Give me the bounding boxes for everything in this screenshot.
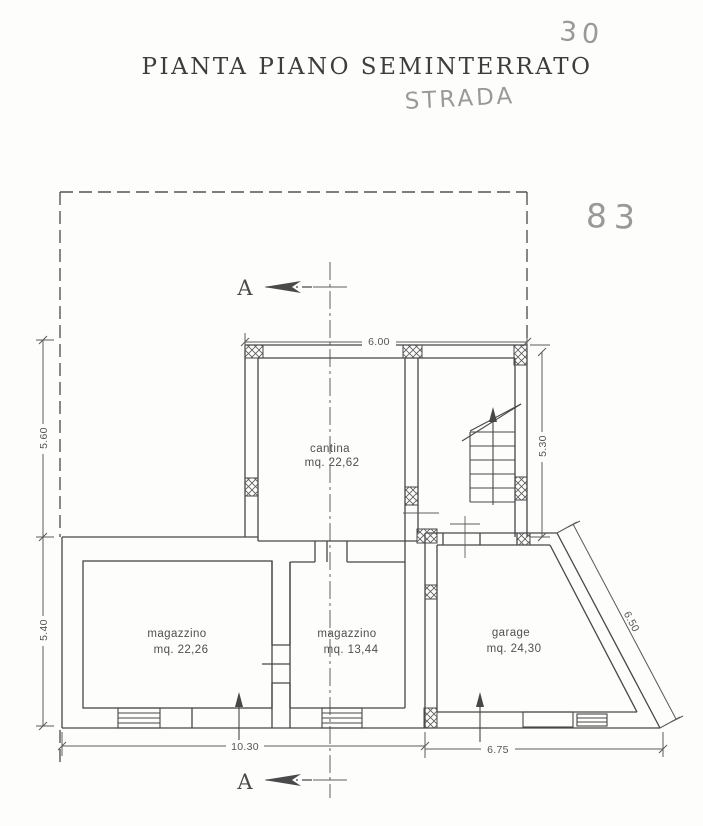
wall-pillars-hatched — [245, 345, 530, 728]
garage-door — [523, 712, 573, 727]
room-area-magazzino-2: mq. 13,44 — [323, 644, 379, 656]
room-labels — [147, 443, 541, 656]
dim-left-upper: 5.60 — [38, 427, 50, 449]
stair-direction-arrow-icon — [489, 407, 497, 422]
section-arrow-top-icon — [264, 281, 312, 293]
dim-left-lower: 5.40 — [38, 619, 50, 641]
property-boundary-line — [60, 192, 527, 762]
window-magazzino-1 — [118, 708, 160, 728]
room-area-cantina: mq. 22,62 — [304, 457, 360, 469]
room-area-magazzino-1: mq. 22,26 — [153, 644, 209, 656]
section-arrow-bottom-icon — [264, 774, 312, 786]
staircase — [462, 404, 521, 505]
centerline-marks — [403, 513, 480, 558]
entrance-arrow-magazzino-icon — [235, 692, 243, 742]
page-title: PIANTA PIANO SEMINTERRATO — [141, 54, 593, 80]
section-label-bottom: A — [237, 770, 253, 794]
room-name-magazzino-2: magazzino — [317, 628, 377, 640]
walls — [62, 345, 660, 728]
handwritten-sheet-number: 83 — [585, 196, 643, 237]
window-magazzino-2 — [322, 708, 362, 728]
dim-diagonal: 6.50 — [620, 609, 642, 635]
garage-window — [577, 714, 607, 726]
room-name-magazzino-1: magazzino — [147, 628, 207, 640]
dim-right-height: 5.30 — [537, 435, 549, 457]
room-area-garage: mq. 24,30 — [486, 643, 542, 655]
dim-bottom-right: 6.75 — [487, 744, 509, 756]
entrance-arrow-garage-icon — [476, 692, 484, 742]
handwritten-street-label: STRADA — [404, 83, 516, 115]
dim-bottom-left: 10.30 — [231, 741, 259, 753]
room-name-garage: garage — [491, 627, 531, 639]
dimension-lines — [36, 333, 683, 758]
dim-top-width: 6.00 — [368, 336, 390, 348]
room-name-cantina: cantina — [310, 443, 350, 455]
section-label-top: A — [237, 276, 253, 300]
handwritten-page-number: 30 — [558, 16, 606, 51]
